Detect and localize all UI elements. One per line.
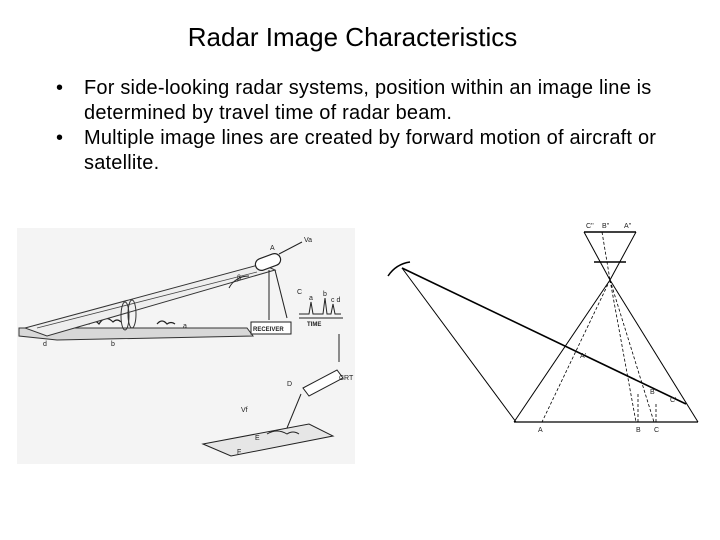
label-cd: c d [331,297,341,304]
bullet-list [56,76,696,176]
label-a: a [309,295,313,302]
label-ground-a: a [183,323,187,330]
label-E: E [255,435,260,442]
bullet-dot: • [56,77,64,99]
label-F: F [237,449,242,456]
slide-title: Radar Image Characteristics [187,22,518,52]
label-c-prime: C' [670,397,677,404]
label-beta: β [237,275,242,282]
label-b: b [323,291,327,298]
bullet-text: For side-looking radar systems, position within an image line is determined by travel time of radar beam. [84,77,652,124]
projection-geometry-figure [380,218,700,438]
label-B: B [636,427,641,434]
label-A: A [270,245,275,252]
label-crt: CRT [339,375,354,382]
bullet-item [56,126,696,176]
bullet-item [56,76,696,126]
radar-schematic-figure [17,228,355,464]
label-time: TIME [307,322,322,328]
label-top-c: C'' [586,223,594,230]
label-C: C [297,289,303,296]
label-ground-d: d [43,341,47,348]
label-top-a: A'' [624,223,632,230]
label-D: D [287,381,293,388]
label-va: Va [304,237,313,244]
label-ground-b: b [111,341,115,348]
label-C: C [654,427,660,434]
bullet-text: Multiple image lines are created by forward motion of aircraft or satellite. [84,127,657,174]
label-receiver: RECEIVER [253,327,284,333]
label-vf: Vf [241,407,248,414]
bullet-dot: • [56,127,64,149]
label-top-b: B'' [602,223,610,230]
label-a-prime: A' [580,353,587,360]
label-b-prime: B' [650,389,657,396]
label-A: A [538,427,543,434]
